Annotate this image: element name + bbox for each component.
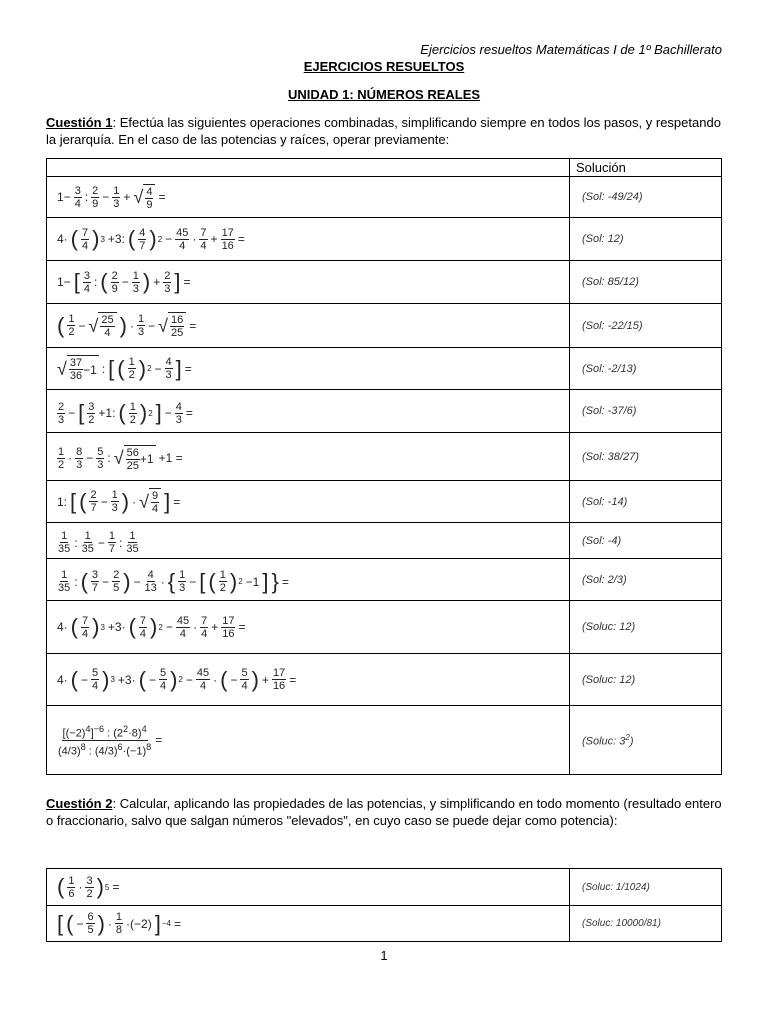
expression-cell: [47, 654, 570, 706]
exercise-row: [47, 559, 722, 601]
math-expression: $\frac{[(-2)^4]^{-6} : (2^2\cdot 8)^4}{(4/3)^8 : (4/3)^6\cdot(-1)^8}$ =: [58, 723, 163, 758]
solution-cell: (Sol: -4): [570, 523, 722, 559]
exercise-row: [47, 906, 722, 942]
expression-cell: [47, 869, 570, 906]
solution-cell: (Soluc: 1/1024): [570, 869, 722, 906]
math-expression: $\frac{1}{35}$ : ( $\frac{3}{7}$ − $\frac{2}{5}$ ) − $\frac{4}{13}$ · { $\frac{1}{3}$ − [ ( $\frac{1}{2}$ ) 2 −1 ] } =: [58, 568, 289, 594]
solution-cell: (Sol: -22/15): [570, 304, 722, 348]
expression-cell: [47, 218, 570, 261]
expression-cell: [47, 706, 570, 775]
exercise-row: [47, 523, 722, 559]
solution-cell: (Soluc: $3^2$): [570, 706, 722, 775]
question-2-table: [46, 868, 722, 942]
expression-cell: [47, 433, 570, 481]
exercise-row: [47, 348, 722, 390]
exercise-row: [47, 433, 722, 481]
exercise-row: [47, 390, 722, 433]
unit-title: UNIDAD 1: NÚMEROS REALES: [287, 87, 481, 102]
math-expression: [ ( − $\frac{6}{5}$ ) · $\frac{1}{8}$ ·(−2) ] −4 =: [57, 910, 181, 936]
exercise-row: [47, 304, 722, 348]
question-1-table: [46, 158, 722, 775]
exercise-row: [47, 706, 722, 775]
solution-cell: (Sol: 38/27): [570, 433, 722, 481]
math-expression: 4· ( $\frac{7}{4}$ ) 3 +3: ( $\frac{4}{7}$ ) 2 − $\frac{45}{4}$ · $\frac{7}{4}$ + $\frac{17}{16}$ =: [57, 226, 245, 252]
math-expression: 1− $\frac{3}{4}$ : $\frac{2}{9}$ − $\frac{1}{3}$ + √ $\frac{4}{9}$ =: [57, 184, 166, 211]
expression-cell: [47, 348, 570, 390]
solution-cell: (Sol: 2/3): [570, 559, 722, 601]
solution-cell: (Sol: -2/13): [570, 348, 722, 390]
solution-cell: (Sol: -37/6): [570, 390, 722, 433]
expression-cell: [47, 177, 570, 218]
solution-header: Solución: [570, 159, 722, 177]
math-expression: 1− [ $\frac{3}{4}$ : ( $\frac{2}{9}$ − $\frac{1}{3}$ ) + $\frac{2}{3}$ ] =: [57, 269, 191, 295]
math-expression: $\frac{1}{2}$ · $\frac{8}{3}$ − $\frac{5}{3}$ : √ $\frac{56}{25}$ +1 +1 =: [58, 445, 183, 472]
expression-cell: [47, 481, 570, 523]
expression-cell: [47, 390, 570, 433]
math-expression: 4· ( − $\frac{5}{4}$ ) 3 +3· ( − $\frac{5}{4}$ ) 2 − $\frac{45}{4}$ · ( − $\frac{5}{4}$ ) + $\frac{17}{16}$ =: [57, 666, 297, 692]
document-title: EJERCICIOS RESUELTOS: [303, 59, 465, 74]
expression-cell: [47, 601, 570, 654]
question-1-label: Cuestión 1: [46, 115, 113, 130]
expression-cell: [47, 304, 570, 348]
expression-cell: [47, 523, 570, 559]
math-expression: 1: [ ( $\frac{2}{7}$ − $\frac{1}{3}$ ) · √ $\frac{9}{4}$ ] =: [57, 488, 181, 515]
math-expression: $\frac{2}{3}$ − [ $\frac{3}{2}$ +1: ( $\frac{1}{2}$ ) 2 ] − $\frac{4}{3}$ =: [58, 400, 193, 426]
math-expression: $\frac{1}{35}$ : $\frac{1}{35}$ − $\frac{1}{7}$ : $\frac{1}{35}$: [58, 530, 139, 555]
exercise-row: [47, 654, 722, 706]
document-header-note: Ejercicios resueltos Matemáticas I de 1º Bachillerato: [420, 42, 722, 57]
solution-cell: (Soluc: 12): [570, 601, 722, 654]
exercise-row: [47, 218, 722, 261]
expression-cell: [47, 906, 570, 942]
question-1-statement: [46, 114, 722, 148]
solution-cell: (Sol: 12): [570, 218, 722, 261]
expression-cell: [47, 261, 570, 304]
exercise-row: [47, 869, 722, 906]
math-expression: √ $\frac{37}{36}$ −1 : [ ( $\frac{1}{2}$ ) 2 − $\frac{4}{3}$ ] =: [57, 355, 192, 382]
question-2-statement: [46, 795, 722, 829]
exercise-row: [47, 177, 722, 218]
question-2-text: : Calcular, aplicando las propiedades de las potencias, y simplificando en todo momento (resultado entero o fraccionario, salvo que salgan números "elevados", en cuyo caso se puede dejar como potencia):: [46, 796, 722, 828]
exercise-row: [47, 261, 722, 304]
solution-cell: (Soluc: 10000/81): [570, 906, 722, 942]
expression-cell: [47, 559, 570, 601]
solution-cell: (Sol: 85/12): [570, 261, 722, 304]
math-expression: 4· ( $\frac{7}{4}$ ) 3 +3· ( $\frac{7}{4}$ ) 2 − $\frac{45}{4}$ · $\frac{7}{4}$ + $\frac{17}{16}$ =: [57, 614, 246, 640]
table-header-row: [47, 159, 722, 177]
question-1-text: : Efectúa las siguientes operaciones combinadas, simplificando siempre en todos los pasos, y respetando la jerarquía. En el caso de las potencias y raíces, operar previamente:: [46, 115, 721, 147]
question-2-label: Cuestión 2: [46, 796, 113, 811]
math-expression: ( $\frac{1}{6}$ · $\frac{3}{2}$ ) 5 =: [57, 874, 120, 900]
exercise-row: [47, 481, 722, 523]
page-number: 1: [380, 948, 388, 963]
solution-cell: (Sol: -49/24): [570, 177, 722, 218]
solution-cell: (Soluc: 12): [570, 654, 722, 706]
math-expression: ( $\frac{1}{2}$ − √ $\frac{25}{4}$ ) · $\frac{1}{3}$ − √ $\frac{16}{25}$ =: [57, 312, 197, 339]
expression-header-cell: [47, 159, 570, 177]
exercise-row: [47, 601, 722, 654]
solution-cell: (Sol: -14): [570, 481, 722, 523]
